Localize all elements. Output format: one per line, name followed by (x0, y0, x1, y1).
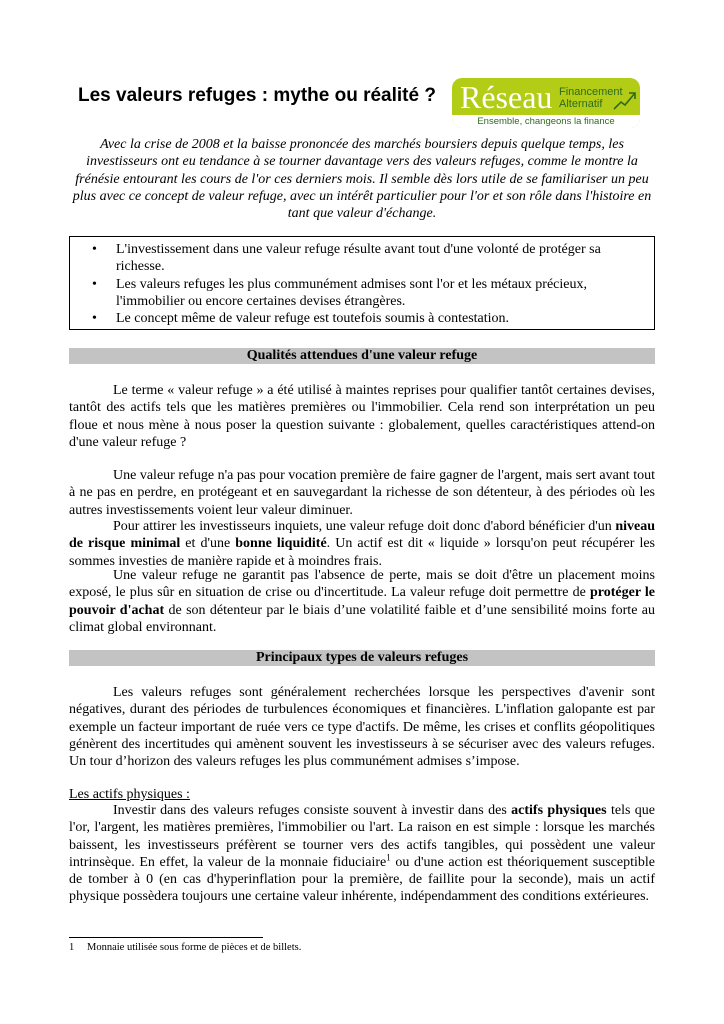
emphasis-liquidite: bonne liquidité (235, 536, 327, 552)
footnote-divider (69, 937, 263, 938)
document-title: Les valeurs refuges : mythe ou réalité ? (78, 85, 436, 106)
intro-paragraph: Avec la crise de 2008 et la baisse prononcée des marchés boursiers depuis quelque temps, les investisseurs ont eu tendance à se tourner davantage vers des valeurs refuges, comme le montre la frénésie entourant les cours de l'or ces derniers mois. Il semble dès lors utile de se familiariser un peu plus avec ce concept de valeur refuge, avec un intérêt particulier pour l'or et son rôle dans l'histoire en tant que valeur d'échange. (72, 137, 652, 222)
footnote-ref[interactable]: 1 (386, 852, 391, 863)
section2-paragraph-2 (69, 802, 655, 906)
footnote-number: 1 (69, 942, 75, 953)
footnote (69, 942, 301, 954)
rising-arrow-icon (612, 88, 638, 112)
section1-paragraph-1: Le terme « valeur refuge » a été utilisé à maintes reprises pour qualifier tantôt certaines devises, tantôt des actifs tels que les matières premières ou l'immobilier. Cela rend son interprétation un peu floue et nous mène à nous poser la question suivante : globalement, quelles caractéristiques attend-on d'une valeur refuge ? (69, 383, 655, 450)
section-heading-qualites: Qualités attendues d'une valeur refuge (69, 348, 655, 364)
logo-line-financement: Financement (559, 86, 623, 98)
text-run: et d'une (180, 536, 236, 552)
emphasis-pouvoir-achat: protéger le pouvoir d'achat (69, 585, 656, 618)
emphasis-actifs-physiques: actifs physiques (511, 803, 607, 818)
summary-item: • Les valeurs refuges les plus communément admises sont l'or et les métaux précieux, l'immobilier ou encore certaines devises étrangères. (92, 276, 632, 311)
footnote-text: Monnaie utilisée sous forme de pièces et de billets. (87, 942, 302, 953)
logo-tagline: Ensemble, changeons la finance (452, 115, 640, 128)
text-run: de son détenteur par le biais d’une volatilité faible et d’une sensibilité moins forte au climat global environnant. (69, 602, 655, 635)
section1-paragraph-4 (69, 567, 655, 636)
text-run: ou d'une action est théoriquement susceptible de tomber à 0 (en cas d'hyperinflation pour la première, de faillite pour la seconde), mais un actif physique possèdera toujours une certaine valeur inhérente, indépendamment des conditions extérieures. (69, 854, 655, 905)
summary-item: • Le concept même de valeur refuge est toutefois soumis à contestation. (92, 310, 632, 327)
summary-item: • L'investissement dans une valeur refuge résulte avant tout d'une volonté de protéger sa richesse. (92, 241, 632, 276)
text-run: Investir dans des valeurs refuges consiste souvent à investir dans des (113, 803, 512, 818)
text-run: Une valeur refuge ne garantit pas l'absence de perte, mais se doit d'être un placement moins exposé, le plus sûr en situation de crise ou d'incertitude. La valeur refuge doit permettre de (69, 568, 655, 601)
emphasis-risque: niveau de risque minimal (69, 519, 655, 552)
text-run: tels que l'or, l'argent, les matières premières, l'immobilier ou l'art. La raison en est simple : lorsque les marchés baissent, les investisseurs préfèrent se tourner vers des actifs tangibles, qui possèdent une valeur intrinsèque. En effet, la valeur de la monnaie fiduciaire (69, 803, 656, 870)
text-run: Pour attirer les investisseurs inquiets, une valeur refuge doit donc d'abord bénéficier d'un (113, 519, 616, 534)
section1-paragraph-3 (69, 518, 655, 570)
reseau-logo (452, 78, 640, 128)
section1-paragraph-2: Une valeur refuge n'a pas pour vocation première de faire gagner de l'argent, mais sert avant tout à ne pas en perdre, en protégeant et en sauvegardant la richesse de son détenteur, à des périodes où les autres investissements voient leur valeur diminuer. (69, 468, 655, 518)
section-heading-types: Principaux types de valeurs refuges (69, 650, 655, 666)
summary-list (92, 241, 632, 327)
summary-box (69, 236, 655, 330)
text-run: . Un actif est dit « liquide » lorsqu'on peut récupérer les sommes investies de manière rapide et à moindres frais. (69, 536, 655, 569)
section2-paragraph-1: Les valeurs refuges sont généralement recherchées lorsque les perspectives d'avenir sont négatives, durant des périodes de turbulences économiques et financières. L'inflation galopante est par exemple un facteur important de ruée vers ce type d'actifs. De même, les crises et conflits géopolitiques génèrent des incertitudes qui amènent souvent les investisseurs à se sécuriser avec des valeurs refuges. Un tour d’horizon des valeurs refuges les plus communément admises s’impose. (69, 685, 655, 770)
logo-word: Réseau (460, 79, 553, 115)
logo-line-alternatif: Alternatif (559, 98, 603, 110)
subheading-actifs-physiques: Les actifs physiques : (69, 787, 190, 802)
